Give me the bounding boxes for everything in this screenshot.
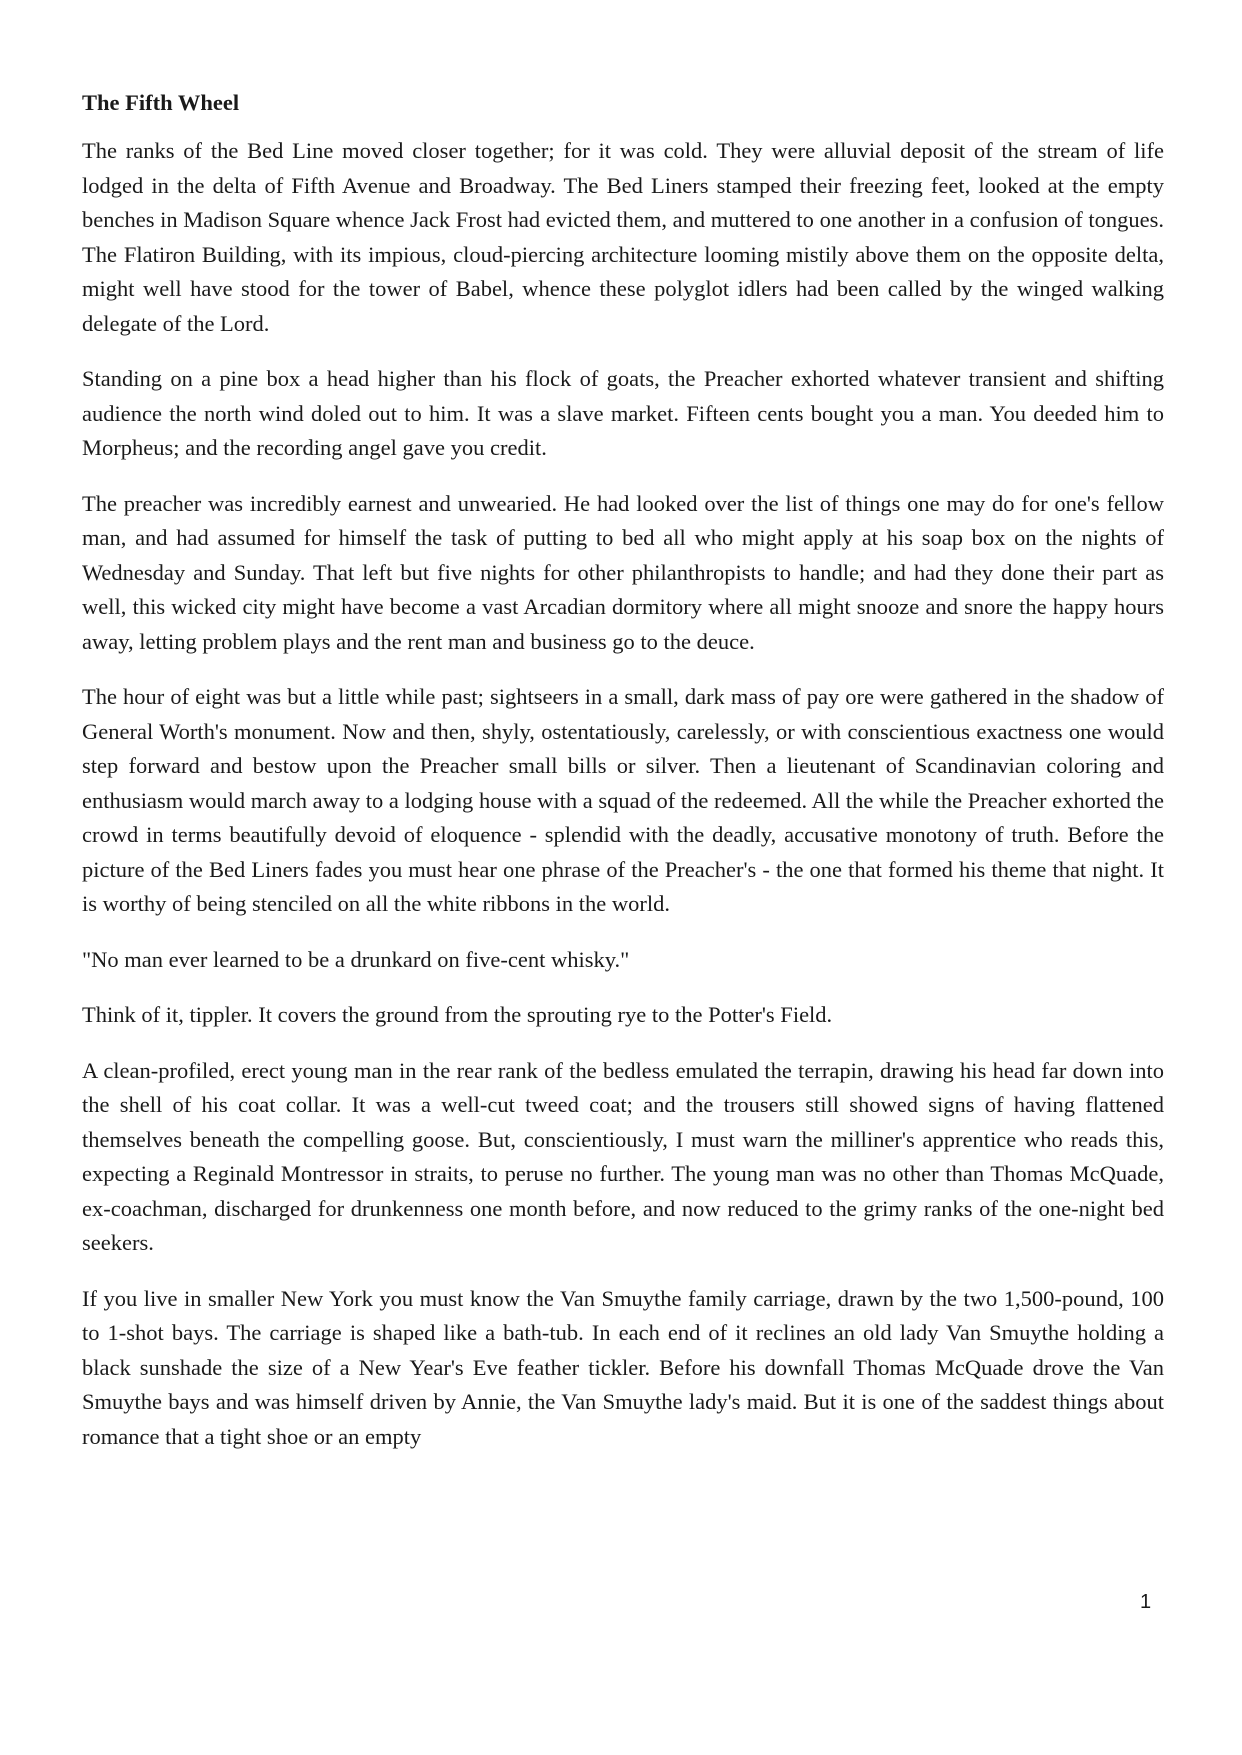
- paragraph-5: "No man ever learned to be a drunkard on five-cent whisky.": [82, 946, 630, 972]
- paragraph-1: The ranks of the Bed Line moved closer together; for it was cold. They were alluvial deposit of the stream of life lodged in the delta of Fifth Avenue and Broadway. The Bed Liners stamped their freezing feet, looked at the empty benches in Madison Square whence Jack Frost had evicted them, and muttered to one another in a confusion of tongues. The Flatiron Building, with its impious, cloud-piercing architecture looming mistily above them on the opposite delta, might well have stood for the tower of Babel, whence these polyglot idlers had been called by the winged walking delegate of the Lord.: [82, 138, 1164, 336]
- paragraph-4: The hour of eight was but a little while past; sightseers in a small, dark mass of pay ore were gathered in the shadow of General Worth's monument. Now and then, shyly, ostentatiously, carelessly, or with conscientious exactness one would step forward and bestow upon the Preacher small bills or silver. Then a lieutenant of Scandinavian coloring and enthusiasm would march away to a lodging house with a squad of the redeemed. All the while the Preacher exhorted the crowd in terms beautifully devoid of eloquence - splendid with the deadly, accusative monotony of truth. Before the picture of the Bed Liners fades you must hear one phrase of the Preacher's - the one that formed his theme that night. It is worthy of being stenciled on all the white ribbons in the world.: [82, 684, 1164, 916]
- paragraph-8: If you live in smaller New York you must know the Van Smuythe family carriage, drawn by the two 1,500-pound, 100 to 1-shot bays. The carriage is shaped like a bath-tub. In each end of it reclines an old lady Van Smuythe holding a black sunshade the size of a New Year's Eve feather tickler. Before his downfall Thomas McQuade drove the Van Smuythe bays and was himself driven by Annie, the Van Smuythe lady's maid. But it is one of the saddest things about romance that a tight shoe or an empty: [82, 1285, 1164, 1449]
- story-title: The Fifth Wheel: [82, 90, 240, 115]
- paragraph-3: The preacher was incredibly earnest and unwearied. He had looked over the list of things one may do for one's fellow man, and had assumed for himself the task of putting to bed all who might apply at his soap box on the nights of Wednesday and Sunday. That left but five nights for other philanthropists to handle; and had they done their part as well, this wicked city might have become a vast Arcadian dormitory where all might snooze and snore the happy hours away, letting problem plays and the rent man and business go to the deuce.: [82, 490, 1164, 654]
- paragraph-2: Standing on a pine box a head higher than his flock of goats, the Preacher exhorted whatever transient and shifting audience the north wind doled out to him. It was a slave market. Fifteen cents bought you a man. You deeded him to Morpheus; and the recording angel gave you credit.: [82, 366, 1164, 460]
- document-page: [82, 86, 1164, 1475]
- paragraph-7: A clean-profiled, erect young man in the rear rank of the bedless emulated the terrapin, drawing his head far down into the shell of his coat collar. It was a well-cut tweed coat; and the trousers still showed signs of having flattened themselves beneath the compelling goose. But, conscientiously, I must warn the milliner's apprentice who reads this, expecting a Reginald Montressor in straits, to peruse no further. The young man was no other than Thomas McQuade, ex-coachman, discharged for drunkenness one month before, and now reduced to the grimy ranks of the one-night bed seekers.: [82, 1057, 1164, 1255]
- page-number: 1: [1140, 1591, 1152, 1613]
- paragraph-6: Think of it, tippler. It covers the ground from the sprouting rye to the Potter's Field.: [82, 1002, 833, 1027]
